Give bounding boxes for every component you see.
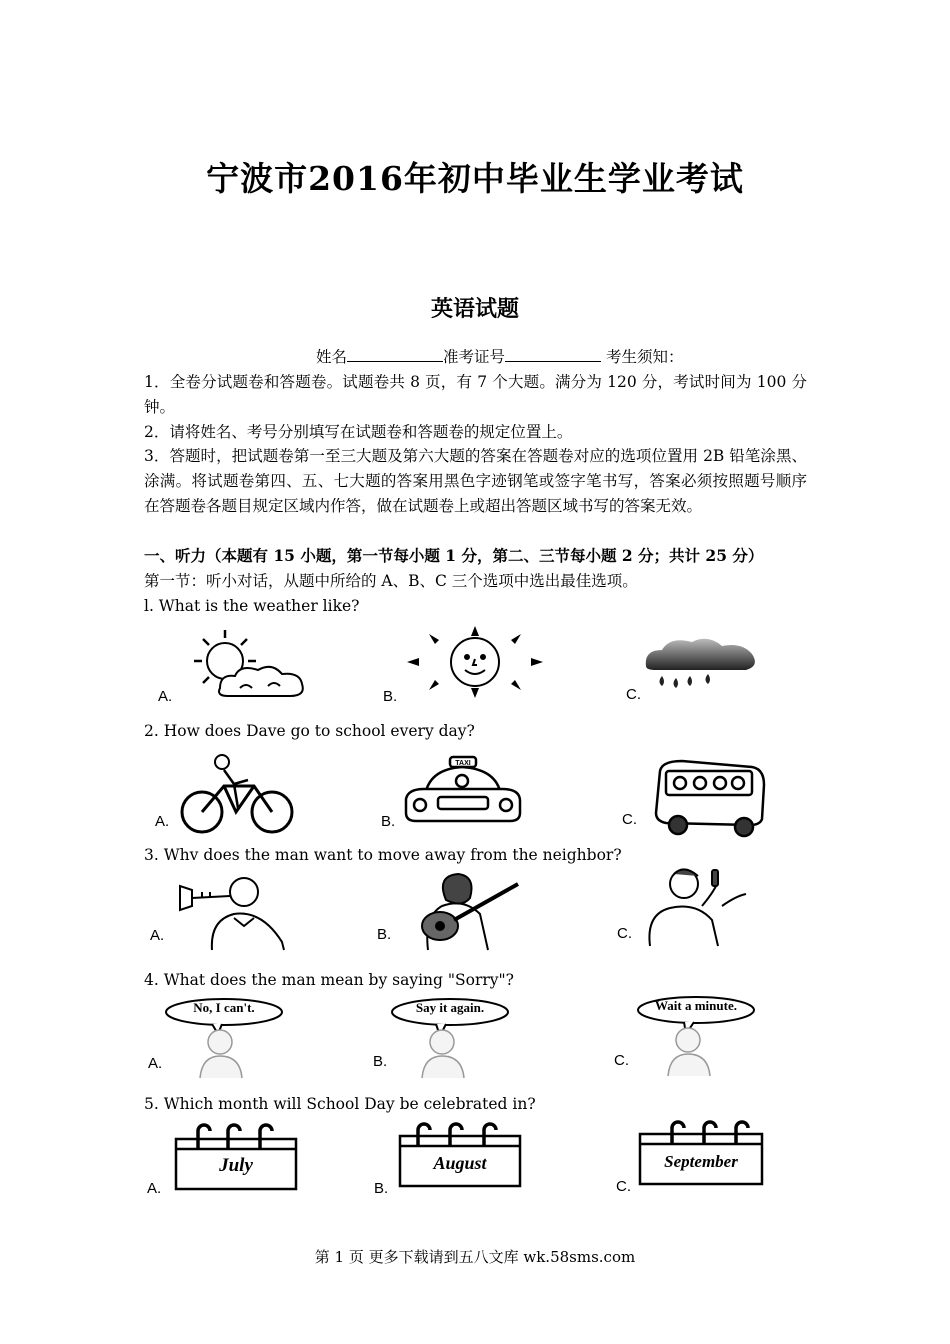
bubble-a-text: No, I can't. — [193, 1000, 255, 1015]
bubble-b-text: Say it again. — [415, 1000, 485, 1015]
singer-icon — [636, 866, 756, 946]
q5-option-a-label: A. — [147, 1180, 162, 1197]
calendar-a-month: July — [219, 1155, 253, 1176]
bicycle-icon — [178, 752, 296, 836]
candidate-info-line — [316, 345, 683, 369]
question-5-text: 5. Which month will School Day be celebrated in? — [144, 1095, 536, 1113]
q2-option-a-label: A. — [155, 813, 170, 830]
q4-option-a-label: A. — [148, 1055, 163, 1072]
sun-cloud-icon — [180, 626, 310, 701]
id-label: 准考证号 — [443, 348, 506, 366]
q3-option-c-label: C. — [617, 925, 632, 942]
q1-option-c-label: C. — [626, 686, 641, 703]
q2-option-b-label: B. — [381, 813, 396, 830]
exam-subtitle: 英语试题 — [430, 296, 519, 322]
q2-option-c-label: C. — [622, 811, 637, 828]
bubble-c-text: Wait a minute. — [655, 998, 737, 1013]
question-3-text: 3. Whv does the man want to move away from the neighbor? — [144, 846, 622, 864]
name-blank — [347, 347, 443, 362]
note-3: 3．答题时，把试题卷第一至三大题及第六大题的答案在答题卷对应的选项位置用 2B 铅笔涂黑、涂满。将试题卷第四、五、七大题的答案用黑色字迹钢笔或签字笔书写，答案必须按照题号顺序在答题卷各题目规定区域内作答，做在试题卷上或超出答题区域书写的答案无效。 — [144, 447, 807, 515]
rain-cloud-icon — [642, 636, 760, 696]
q1-option-a-label: A. — [158, 688, 173, 705]
page-footer: 第 1 页 更多下载请到五八文库 wk.58sms.com — [314, 1248, 636, 1266]
id-blank — [505, 347, 601, 362]
notice-label: 考生须知： — [605, 348, 684, 366]
q3-option-b-label: B. — [377, 926, 392, 943]
calendar-b-month: August — [433, 1153, 487, 1173]
name-label: 姓名 — [316, 348, 348, 366]
question-1-text: l. What is the weather like? — [144, 597, 360, 615]
q5-option-c-label: C. — [616, 1178, 631, 1195]
question-4-text: 4. What does the man mean by saying "Sorry"? — [144, 971, 514, 989]
sun-face-icon — [405, 626, 545, 698]
q4-option-b-label: B. — [373, 1053, 388, 1070]
q5-option-b-label: B. — [374, 1180, 389, 1197]
school-bus-icon — [652, 757, 770, 837]
calendar-c-month: September — [664, 1152, 738, 1171]
trumpet-player-icon — [172, 872, 290, 950]
q3-option-a-label: A. — [150, 927, 165, 944]
q1-option-b-label: B. — [383, 688, 398, 705]
taxi-icon — [402, 755, 524, 827]
question-2-text: 2. How does Dave go to school every day? — [144, 722, 475, 740]
q4-option-c-label: C. — [614, 1052, 629, 1069]
part1-instruction: 第一节：听小对话，从题中所给的 A、B、C 三个选项中选出最佳选项。 — [144, 572, 638, 590]
section-heading: 一、听力（本题有 15 小题，第一节每小题 1 分，第二、三节每小题 2 分；共计 25 分） — [144, 546, 764, 565]
guitar-player-icon — [398, 870, 526, 950]
page-title: 宁波市2016年初中毕业生学业考试 — [206, 159, 744, 198]
note-1: 1．全卷分试题卷和答题卷。试题卷共 8 页，有 7 个大题。满分为 120 分，考试时间为 100 分钟。 — [144, 373, 807, 416]
note-2: 2．请将姓名、考号分别填写在试题卷和答题卷的规定位置上。 — [144, 423, 573, 441]
svg-text:TAXI: TAXI — [455, 760, 471, 767]
